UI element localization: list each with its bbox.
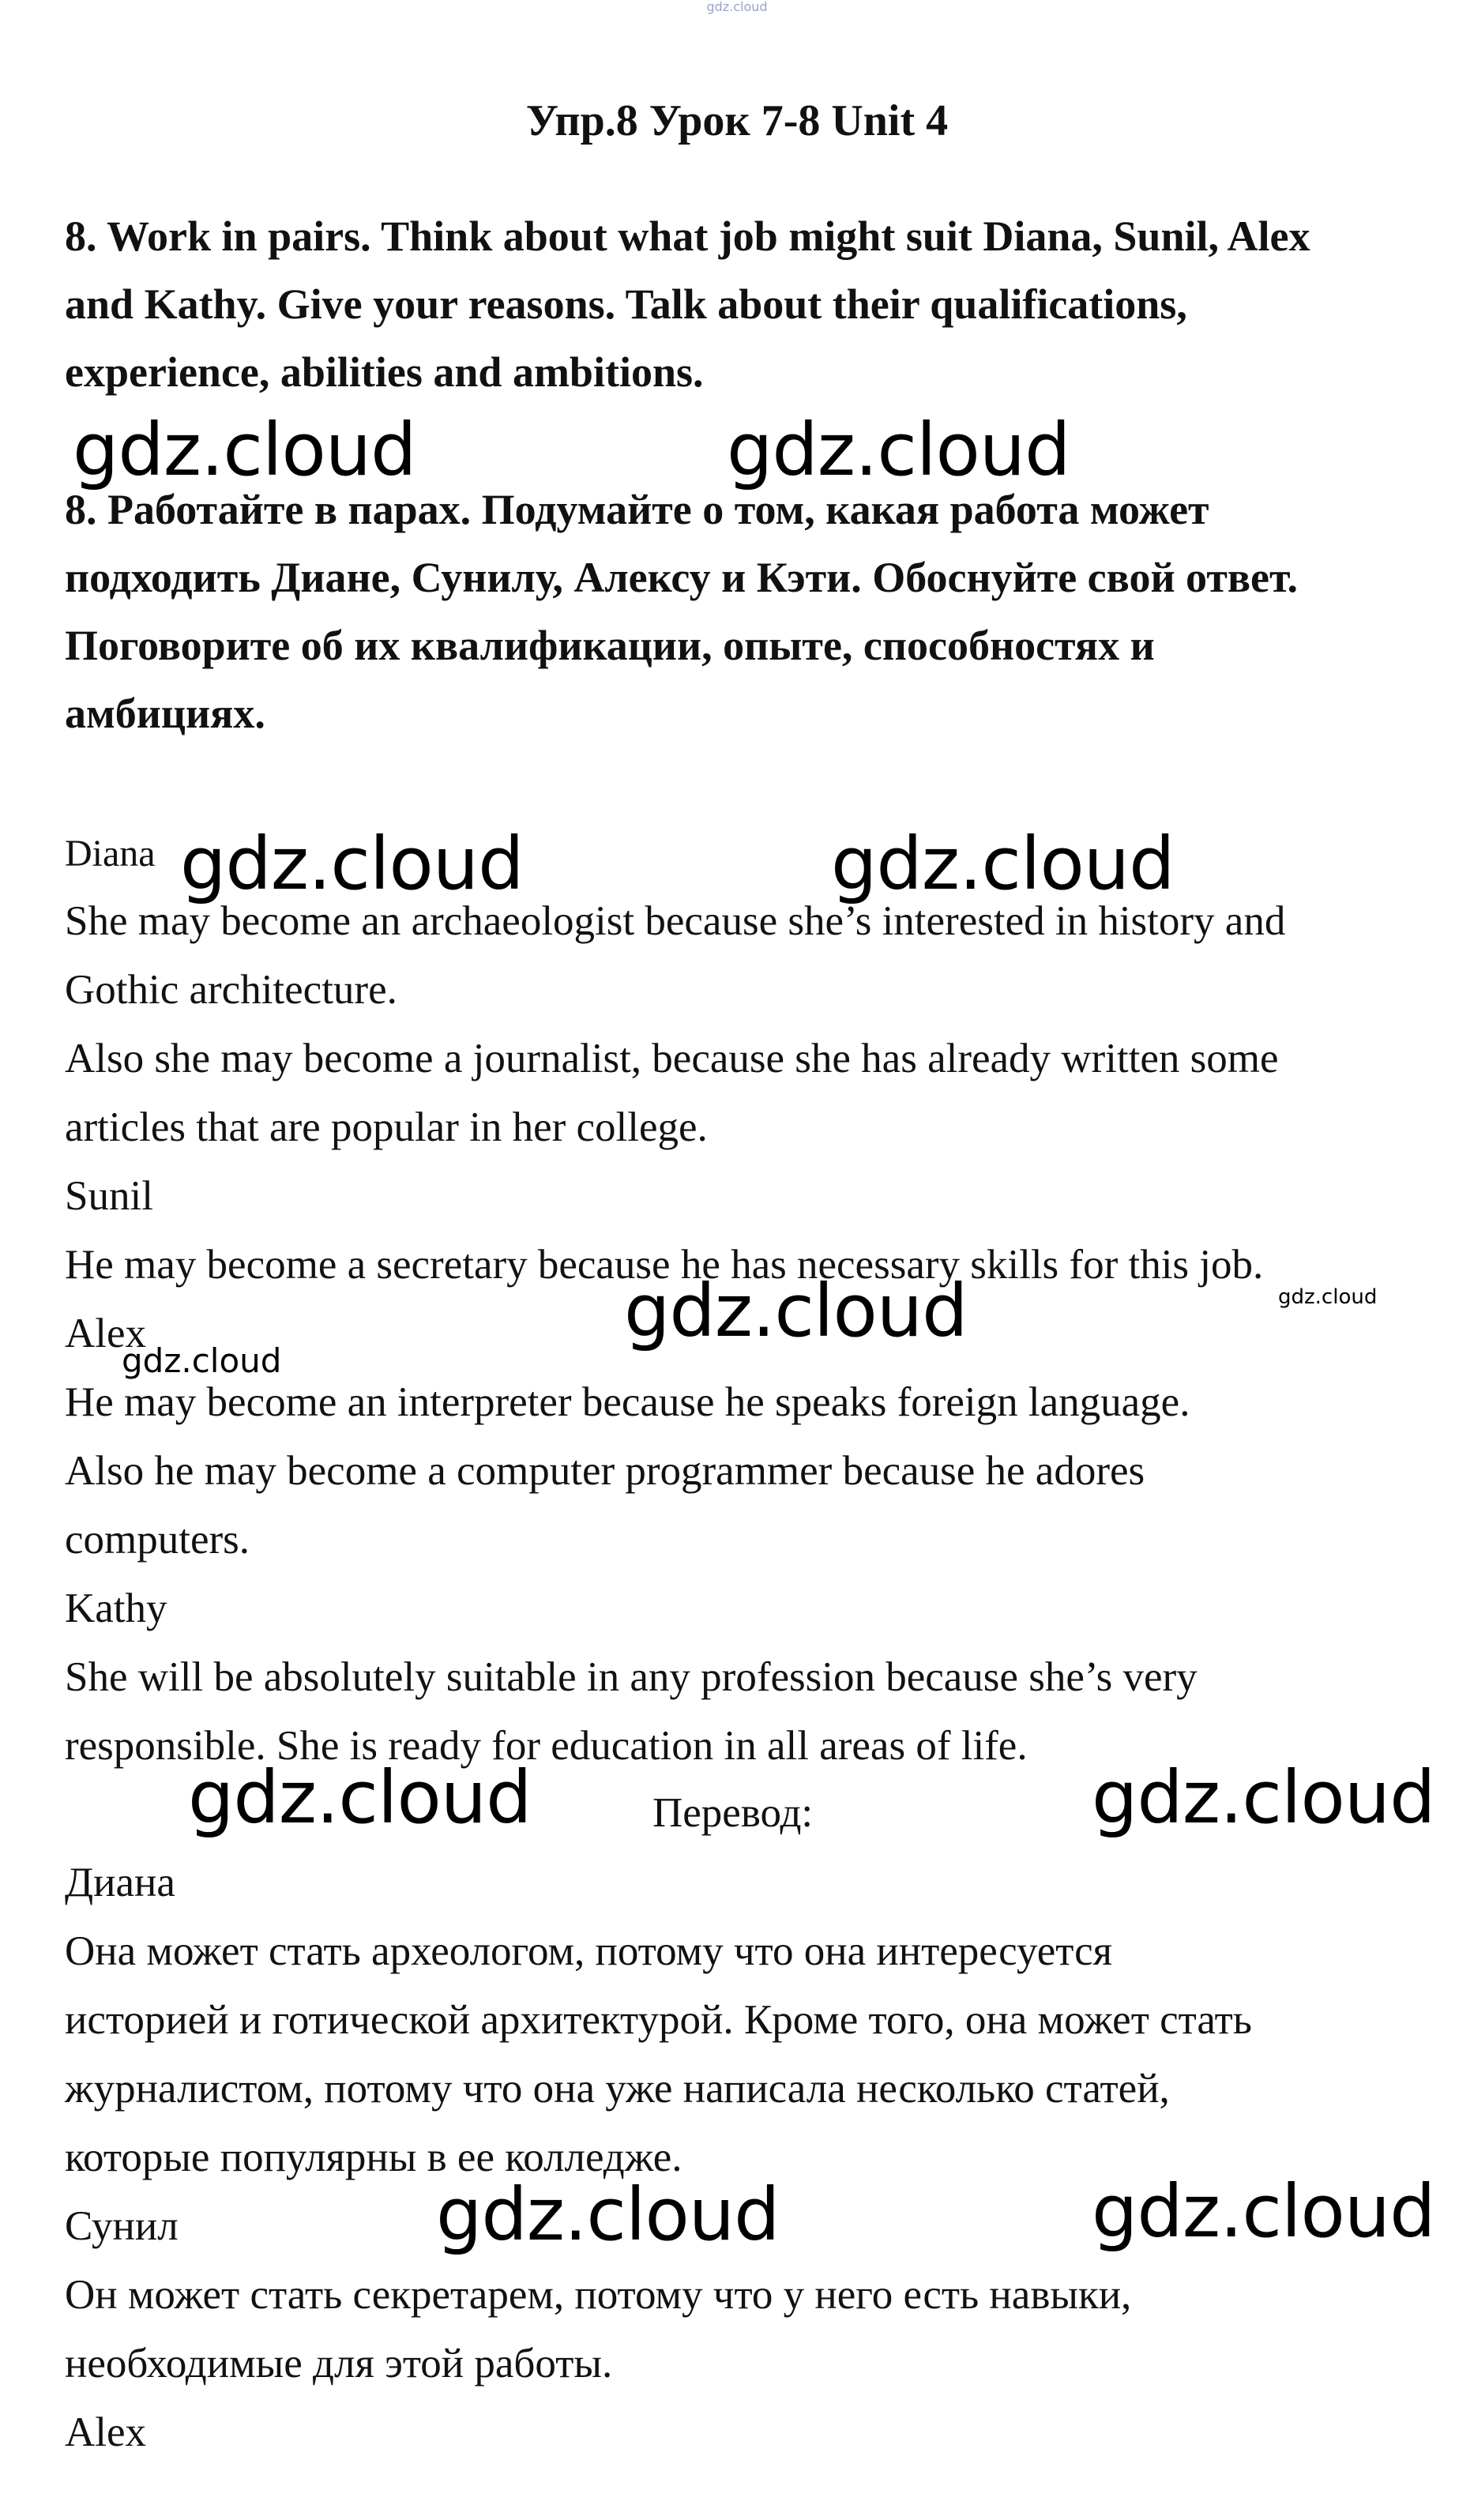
answer-ru-line: необходимые для этой работы. — [65, 2341, 613, 2386]
watermark: gdz.cloud — [436, 2172, 780, 2257]
watermark: gdz.cloud — [1092, 1755, 1435, 1840]
answer-en-line: She may become an archaeologist because she’s interested in history and — [65, 898, 1286, 944]
task-en-line: and Kathy. Give your reasons. Talk about their qualifications, — [65, 280, 1187, 328]
person-name-alex: Alex — [65, 1311, 147, 1356]
answer-en-line: responsible. She is ready for education in all areas of life. — [65, 1723, 1028, 1769]
answer-ru-line: Она может стать археологом, потому что она интересуется — [65, 1928, 1113, 1974]
answer-ru-line: историей и готической архитектурой. Кроме того, она может стать — [65, 1997, 1252, 2043]
watermark: gdz.cloud — [73, 408, 416, 492]
answer-ru-line: журналистом, потому что она уже написала несколько статей, — [65, 2066, 1170, 2112]
task-ru-line: Поговорите об их квалификации, опыте, способностях и — [65, 622, 1155, 669]
answer-en-line: He may become an interpreter because he speaks foreign language. — [65, 1379, 1190, 1425]
watermark: gdz.cloud — [188, 1755, 532, 1840]
translation-label: Перевод: — [652, 1790, 814, 1836]
answer-en-line: Gothic architecture. — [65, 967, 397, 1013]
answer-en-line: Also he may become a computer programmer because he adores — [65, 1448, 1145, 1494]
header-watermark: gdz.cloud — [706, 0, 768, 14]
answer-en-line: articles that are popular in her college. — [65, 1104, 708, 1150]
watermark: gdz.cloud — [1092, 2169, 1435, 2254]
task-ru-line: 8. Работайте в парах. Подумайте о том, какая работа может — [65, 486, 1209, 533]
person-name-sunil-ru: Сунил — [65, 2203, 179, 2249]
watermark: gdz.cloud — [727, 408, 1070, 492]
answer-ru-line: которые популярны в ее колледже. — [65, 2134, 682, 2180]
person-name-sunil: Sunil — [65, 1173, 153, 1219]
watermark: gdz.cloud — [831, 822, 1175, 906]
task-en-line: 8. Work in pairs. Think about what job might suit Diana, Sunil, Alex — [65, 213, 1310, 260]
task-ru-line: подходить Диане, Сунилу, Алексу и Кэти. Обоснуйте свой ответ. — [65, 554, 1298, 601]
answer-en-line: He may become a secretary because he has necessary skills for this job. — [65, 1242, 1264, 1288]
answer-en-line: Also she may become a journalist, because she has already written some — [65, 1036, 1279, 1081]
person-name-kathy: Kathy — [65, 1585, 167, 1631]
task-en-line: experience, abilities and ambitions. — [65, 348, 704, 396]
watermark: gdz.cloud — [624, 1269, 968, 1353]
answer-ru-line: Он может стать секретарем, потому что у него есть навыки, — [65, 2272, 1132, 2318]
watermark: gdz.cloud — [1278, 1285, 1378, 1309]
answer-en-line: computers. — [65, 1517, 250, 1563]
page-title: Упр.8 Урок 7-8 Unit 4 — [525, 96, 949, 145]
watermark: gdz.cloud — [180, 822, 524, 906]
watermark: gdz.cloud — [122, 1341, 282, 1380]
answer-en-line: She will be absolutely suitable in any profession because she’s very — [65, 1654, 1198, 1700]
task-ru-line: амбициях. — [65, 690, 265, 737]
person-name-alex-ru: Alex — [65, 2409, 147, 2455]
person-name-diana-ru: Диана — [65, 1860, 175, 1905]
person-name-diana: Diana — [65, 833, 156, 874]
